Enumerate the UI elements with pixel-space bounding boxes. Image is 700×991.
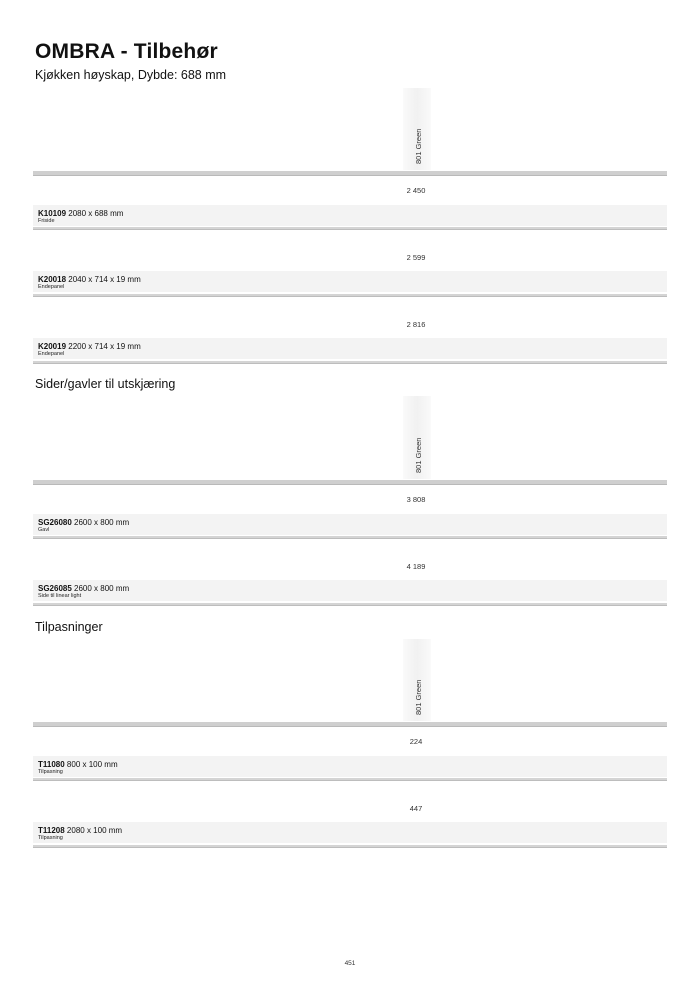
column-header [403,639,431,721]
row-divider [33,536,667,539]
product-code: SG26080 [38,518,72,527]
header-divider [33,480,667,485]
product-row [33,514,667,535]
column-header-label: 801 Green [414,128,423,164]
product-code: SG26085 [38,584,72,593]
price: 3 808 [406,495,426,504]
product-description: Gavl [38,527,50,533]
price: 2 816 [406,320,426,329]
product-row [33,205,667,226]
page-title: OMBRA - Tilbehør [35,40,218,63]
product-description: Endepanel [38,351,65,357]
product-row [33,580,667,601]
section-title-sider-gavler: Sider/gavler til utskjæring [35,377,176,391]
price: 224 [409,737,423,746]
product-size: 2600 x 800 mm [71,518,130,527]
product-description: Side til linear light [38,593,82,599]
price: 447 [409,804,423,813]
row-divider [33,227,667,230]
product-description: Friside [38,218,55,224]
row-divider [33,845,667,848]
product-description: Endepanel [38,284,65,290]
product-size: 2200 x 714 x 19 mm [66,342,141,351]
product-row [33,756,667,777]
product-description: Tilpasning [38,835,63,841]
price: 2 450 [406,186,426,195]
row-divider [33,603,667,606]
product-row [33,338,667,359]
page-number: 451 [344,960,356,967]
row-divider [33,361,667,364]
section-title-tilpasninger: Tilpasninger [35,620,103,634]
product-size: 2080 x 688 mm [66,209,124,218]
product-row [33,271,667,292]
product-size: 800 x 100 mm [64,760,118,769]
product-size: 2040 x 714 x 19 mm [66,275,141,284]
product-row [33,822,667,843]
column-header-label: 801 Green [414,437,423,473]
product-size: 2080 x 100 mm [64,826,123,835]
product-code: K20018 [38,275,67,284]
section-title-kjokken-hoyskap: Kjøkken høyskap, Dybde: 688 mm [35,68,227,82]
row-divider [33,778,667,781]
header-divider [33,171,667,176]
row-divider [33,294,667,297]
product-code: K10109 [38,209,67,218]
product-code: K20019 [38,342,67,351]
product-size: 2600 x 800 mm [71,584,130,593]
product-code: T11208 [38,826,65,835]
column-header [403,88,431,170]
product-description: Tilpasning [38,769,63,775]
price: 4 189 [406,562,426,571]
column-header-label: 801 Green [414,679,423,715]
column-header [403,396,431,479]
price: 2 599 [406,253,426,262]
header-divider [33,722,667,727]
product-code: T11080 [38,760,65,769]
